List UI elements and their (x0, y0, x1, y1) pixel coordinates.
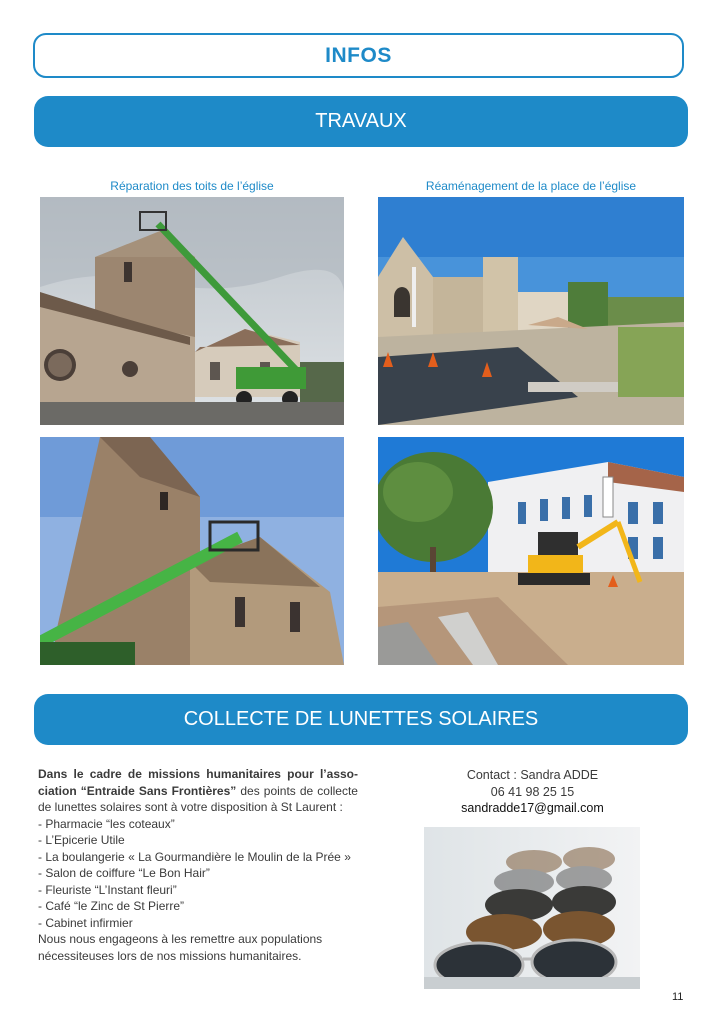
page-number: 11 (672, 991, 684, 1003)
caption-church-roof: Réparation des toits de l’église (110, 179, 274, 193)
photo-church-tower-crane (40, 437, 344, 665)
page-title-box (33, 33, 684, 78)
contact-block (420, 767, 645, 817)
collecte-intro (38, 766, 358, 816)
collect-point-item: - Salon de coiffure “Le Bon Hair” (38, 866, 210, 880)
collect-point-item: - Café “le Zinc de St Pierre” (38, 899, 185, 913)
collecte-intro-bold: Dans le cadre de missions humanitaires pour l’asso-ciation “Entraide Sans Frontières” (38, 767, 358, 798)
collect-point-item: - L’Epicerie Utile (38, 833, 125, 847)
photo-hotel-excavator (378, 437, 684, 665)
contact-phone: 06 41 98 25 15 (490, 784, 575, 799)
collect-point-item: - La boulangerie « La Gourmandière le Moulin de la Prée » (38, 849, 351, 864)
collecte-intro-rest: des points de collecte de lunettes solaires sont à votre disposition à St Laurent : (38, 783, 358, 814)
collecte-description (38, 766, 358, 964)
photo-sunglasses (424, 827, 640, 989)
photo-church-roof-repair (40, 197, 344, 425)
section-collecte-title: COLLECTE DE LUNETTES SOLAIRES (34, 694, 688, 745)
page-title: INFOS (325, 43, 392, 67)
collect-point-item: - Fleuriste “L’Instant fleuri” (38, 882, 177, 897)
photo-church-square-works (378, 197, 684, 425)
section-travaux-title: TRAVAUX (34, 96, 688, 147)
collect-point-item: - Pharmacie “les coteaux” (38, 816, 175, 831)
collecte-closing: Nous nous engageons à les remettre aux populations nécessiteuses lors de nos missions humanitaires. (38, 932, 323, 963)
contact-name: Contact : Sandra ADDE (466, 768, 599, 782)
caption-church-square: Réaménagement de la place de l’église (425, 179, 637, 193)
collect-point-item: - Cabinet infirmier (38, 915, 133, 930)
contact-email[interactable]: sandradde17@gmail.com (461, 801, 604, 815)
